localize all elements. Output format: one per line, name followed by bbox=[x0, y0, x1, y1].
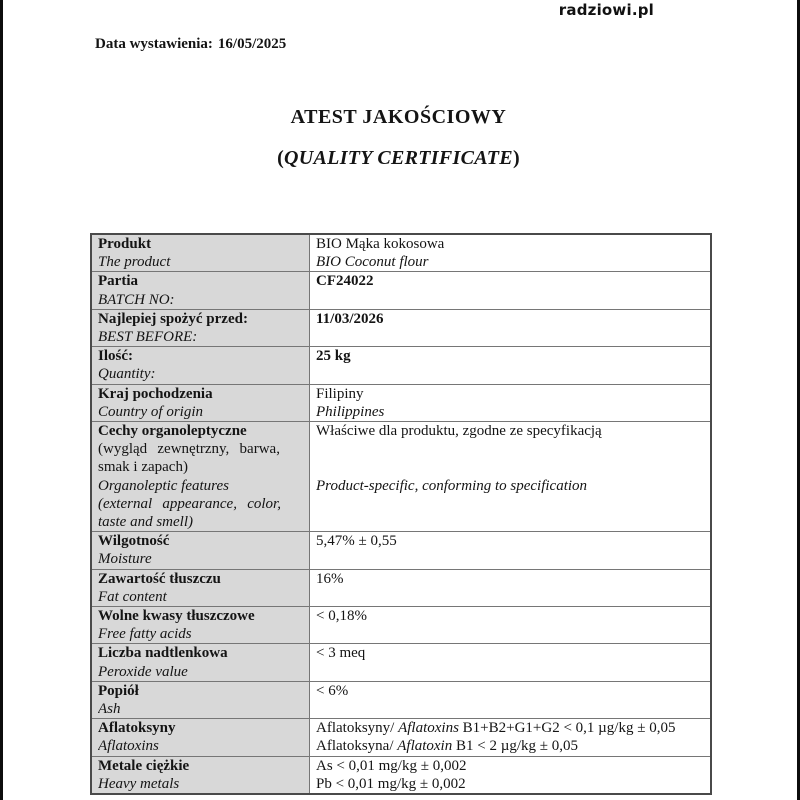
text-line: Philippines bbox=[316, 403, 385, 420]
row-value-cell bbox=[310, 309, 712, 346]
site-logo: radziowi.pl bbox=[558, 1, 654, 19]
text-line: Wilgotność bbox=[98, 533, 170, 550]
text-line: Aflatoxins bbox=[98, 738, 159, 755]
table-row bbox=[91, 347, 711, 384]
text-line: taste and smell) bbox=[98, 514, 193, 531]
text-line: Free fatty acids bbox=[98, 626, 192, 643]
text-line: Produkt bbox=[98, 236, 152, 252]
row-label-cell bbox=[91, 234, 310, 272]
title-paren-open: ( bbox=[277, 147, 285, 169]
row-value-cell bbox=[310, 569, 712, 606]
row-label-cell bbox=[91, 719, 310, 756]
table-row bbox=[91, 309, 711, 346]
text-line: Peroxide value bbox=[98, 663, 188, 680]
table-row bbox=[91, 607, 711, 644]
table-row bbox=[91, 569, 711, 606]
table-row bbox=[91, 532, 711, 569]
text-line: (wygląd zewnętrzny, barwa, bbox=[98, 441, 280, 458]
certificate-table bbox=[90, 233, 712, 795]
text-line: Partia bbox=[98, 273, 138, 290]
text-line: The product bbox=[98, 254, 171, 271]
text-line: As < 0,01 mg/kg ± 0,002 bbox=[316, 757, 467, 774]
text-line: Moisture bbox=[98, 551, 152, 568]
table-row bbox=[91, 756, 711, 794]
text-line: Quantity: bbox=[98, 366, 156, 383]
text-line bbox=[316, 458, 704, 476]
text-line: Organoleptic features bbox=[98, 477, 229, 494]
row-label-cell bbox=[91, 644, 310, 681]
certificate-title-polish: ATEST JAKOŚCIOWY bbox=[290, 106, 507, 128]
text-line: Kraj pochodzenia bbox=[98, 385, 213, 402]
row-label-cell bbox=[91, 532, 310, 569]
text-line: 5,47% ± 0,55 bbox=[316, 533, 397, 550]
text-line: BATCH NO: bbox=[98, 291, 175, 308]
text-line: BIO Mąka kokosowa bbox=[316, 236, 445, 252]
row-value-cell bbox=[310, 422, 712, 532]
row-value-cell bbox=[310, 644, 712, 681]
text-line: Liczba nadtlenkowa bbox=[98, 645, 228, 662]
text-line: < 6% bbox=[316, 682, 349, 699]
text-line: BIO Coconut flour bbox=[316, 254, 429, 271]
table-row bbox=[91, 272, 711, 309]
row-label-cell bbox=[91, 569, 310, 606]
row-value-cell bbox=[310, 272, 712, 309]
issue-date-value: 16/05/2025 bbox=[217, 36, 287, 52]
text-line: Ilość: bbox=[98, 348, 133, 365]
text-line: Aflatoksyny/ Aflatoxins B1+B2+G1+G2 < 0,1 µg/kg ± 0,05 bbox=[316, 720, 676, 737]
text-line: Product-specific, conforming to specification bbox=[316, 477, 588, 494]
text-line: < 3 meq bbox=[316, 645, 366, 662]
text-line: Wolne kwasy tłuszczowe bbox=[98, 608, 255, 625]
text-line bbox=[316, 440, 704, 458]
row-label-cell bbox=[91, 607, 310, 644]
text-line: (external appearance, color, bbox=[98, 495, 281, 512]
row-label-cell bbox=[91, 272, 310, 309]
table-row bbox=[91, 234, 711, 272]
text-line: CF24022 bbox=[316, 273, 374, 290]
text-line: 11/03/2026 bbox=[316, 310, 384, 327]
row-label-cell bbox=[91, 347, 310, 384]
text-line: Fat content bbox=[98, 588, 167, 605]
title-english-text: QUALITY CERTIFICATE bbox=[284, 147, 513, 169]
row-label-cell bbox=[91, 422, 310, 532]
certificate-table-body bbox=[91, 234, 711, 794]
row-value-cell bbox=[310, 532, 712, 569]
text-line: Właściwe dla produktu, zgodne ze specyfikacją bbox=[316, 423, 602, 440]
text-line: < 0,18% bbox=[316, 608, 367, 625]
text-line: Najlepiej spożyć przed: bbox=[98, 310, 248, 327]
table-row bbox=[91, 681, 711, 718]
table-row bbox=[91, 384, 711, 421]
text-line: Ash bbox=[98, 701, 121, 718]
text-line: Aflatoksyna/ Aflatoxin B1 < 2 µg/kg ± 0,05 bbox=[316, 738, 578, 755]
row-value-cell bbox=[310, 719, 712, 756]
text-line: Pb < 0,01 mg/kg ± 0,002 bbox=[316, 775, 466, 792]
text-line: Heavy metals bbox=[98, 775, 180, 792]
text-line: Cechy organoleptyczne bbox=[98, 423, 247, 440]
text-line: Zawartość tłuszczu bbox=[98, 570, 221, 587]
title-paren-close: ) bbox=[512, 147, 520, 169]
table-row bbox=[91, 719, 711, 756]
row-value-cell bbox=[310, 756, 712, 794]
text-line: BEST BEFORE: bbox=[98, 329, 198, 346]
row-value-cell bbox=[310, 234, 712, 272]
issue-date-label: Data wystawienia: bbox=[95, 36, 213, 52]
certificate-title-english bbox=[0, 147, 797, 170]
row-value-cell bbox=[310, 607, 712, 644]
issue-date-line bbox=[95, 36, 286, 53]
row-label-cell bbox=[91, 756, 310, 794]
text-line: 16% bbox=[316, 570, 344, 587]
row-label-cell bbox=[91, 309, 310, 346]
text-line: Country of origin bbox=[98, 403, 204, 420]
text-line: Metale ciężkie bbox=[98, 757, 190, 774]
row-label-cell bbox=[91, 384, 310, 421]
row-value-cell bbox=[310, 384, 712, 421]
table-row bbox=[91, 644, 711, 681]
row-label-cell bbox=[91, 681, 310, 718]
text-line: smak i zapach) bbox=[98, 459, 188, 476]
row-value-cell bbox=[310, 347, 712, 384]
text-line: Aflatoksyny bbox=[98, 720, 176, 737]
table-row bbox=[91, 422, 711, 532]
row-value-cell bbox=[310, 681, 712, 718]
text-line: 25 kg bbox=[316, 348, 351, 365]
text-line: Popiół bbox=[98, 682, 139, 699]
text-line: Filipiny bbox=[316, 385, 364, 402]
